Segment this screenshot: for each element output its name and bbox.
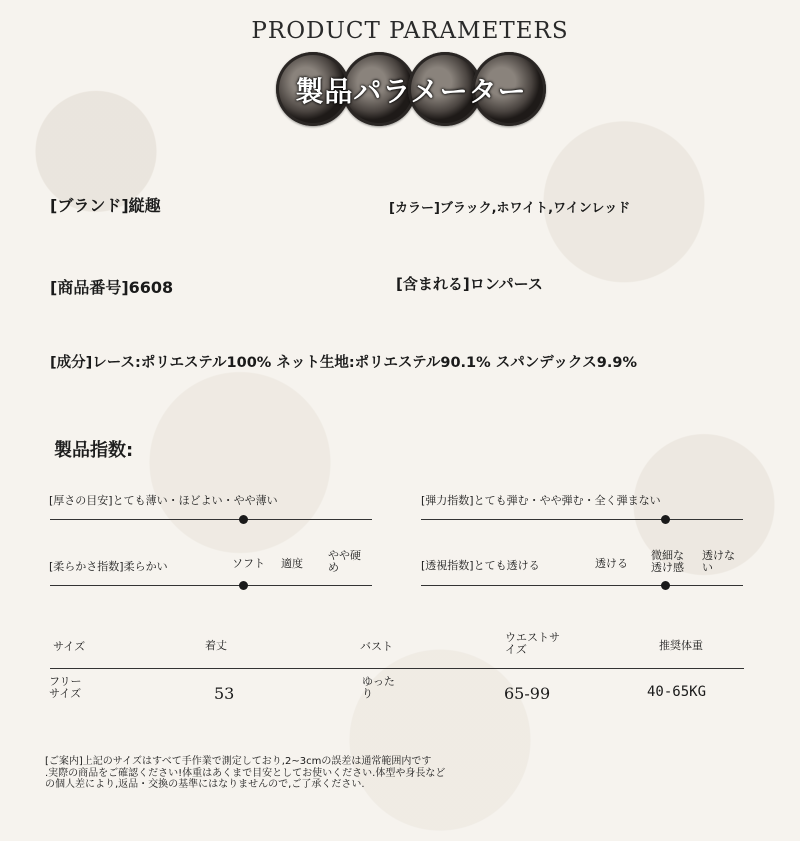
table-cell-weight: 40-65KG xyxy=(647,684,707,700)
softness-option: ソフト xyxy=(232,557,265,570)
table-header-size: サイズ xyxy=(53,640,86,653)
item-number-info: [商品番号]6608 xyxy=(50,278,174,297)
transparency-label: [透視指数]とても透ける xyxy=(421,559,540,572)
table-header-bust: バスト xyxy=(360,640,393,653)
transparency-scale-line xyxy=(421,585,743,586)
table-cell-bust: ゆったり xyxy=(362,675,395,700)
note-line: の個人差により,返品・交換の基準にはなりませんので,ご了承ください. xyxy=(45,779,365,790)
thickness-label: [厚さの目安]とても薄い・ほどよい・やや薄い xyxy=(49,494,278,507)
note-line: .実際の商品をご確認ください!体重はあくまで目安としてお使いください.体型や身長など xyxy=(45,767,446,779)
brand-info: [ブランド]縦趣 xyxy=(50,196,161,215)
color-info: [カラー]ブラック,ホワイト,ワインレッド xyxy=(389,201,631,216)
transparency-option: 微細な透け感 xyxy=(651,549,684,574)
table-cell-size: フリーサイズ xyxy=(49,675,82,700)
notes-block xyxy=(45,756,445,791)
softness-scale-marker xyxy=(239,581,248,590)
indices-title: 製品指数: xyxy=(54,440,134,461)
softness-label: [柔らかさ指数]柔らかい xyxy=(49,560,168,573)
softness-option: 適度 xyxy=(281,557,303,570)
elasticity-scale-line xyxy=(421,519,743,520)
transparency-option: 透けない xyxy=(702,549,735,574)
softness-option: やや硬め xyxy=(328,549,361,574)
title-badge xyxy=(276,52,546,128)
table-header-weight: 推奨体重 xyxy=(659,639,703,652)
thickness-scale-marker xyxy=(239,515,248,524)
transparency-option: 透ける xyxy=(595,557,628,570)
elasticity-label: [弾力指数]とても弾む・やや弾む・全く弾まない xyxy=(421,494,661,507)
includes-info: [含まれる]ロンパース xyxy=(396,275,543,293)
thickness-scale-line xyxy=(50,519,372,520)
table-header-length: 着丈 xyxy=(205,639,227,652)
table-header-waist: ウエストサイズ xyxy=(505,631,560,656)
table-cell-waist: 65-99 xyxy=(504,684,551,703)
note-line: [ご案内]上記のサイズはすべて手作業で測定しており,2~3cmの誤差は通常範囲内です xyxy=(45,756,432,767)
badge-title: 製品パラメーター xyxy=(295,75,527,108)
table-cell-length: 53 xyxy=(214,684,235,703)
softness-scale-line xyxy=(50,585,372,586)
material-info: [成分]レース:ポリエステル100% ネット生地:ポリエステル90.1% スパンデックス9.9% xyxy=(50,355,637,371)
table-divider xyxy=(50,668,744,669)
page-title: PRODUCT PARAMETERS xyxy=(251,18,569,44)
